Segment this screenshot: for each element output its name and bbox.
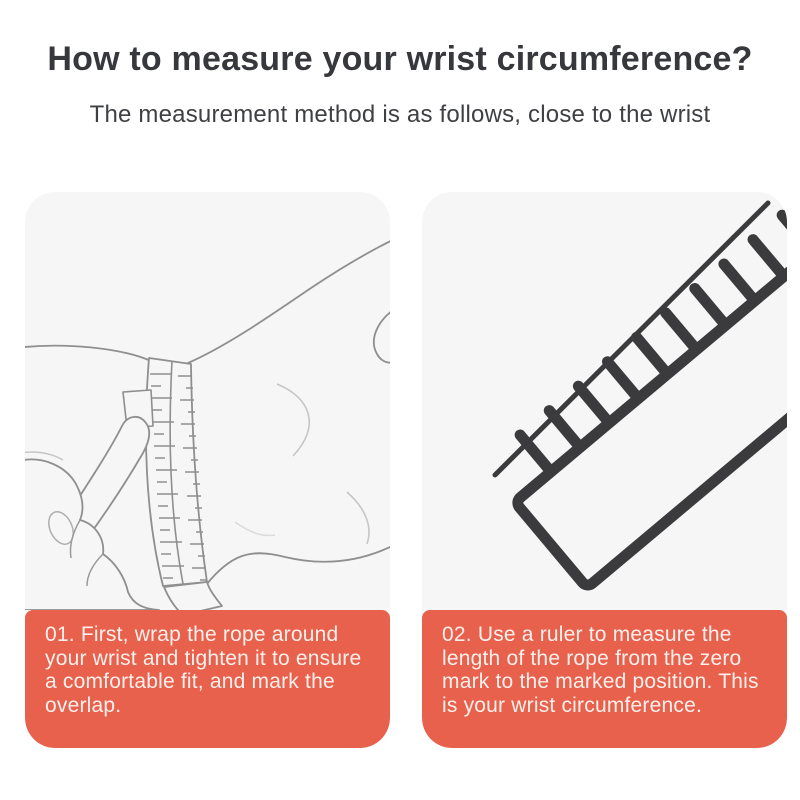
- tape-end-flap: [164, 582, 222, 610]
- page-title: How to measure your wrist circumference?: [47, 40, 753, 78]
- step-card-2: [422, 192, 787, 748]
- steps-row: [25, 192, 787, 748]
- step-card-1: [25, 192, 390, 748]
- header: [0, 0, 800, 129]
- step-caption-2: 02. Use a ruler to measure the length of the rope from the zero mark to the marked position. This is your wrist circumference.: [422, 610, 787, 748]
- ruler-ticks: [520, 192, 787, 469]
- ruler-body: [515, 192, 787, 588]
- wrist-measuring-tape-illustration: [25, 192, 390, 610]
- ruler-illustration: [422, 192, 787, 610]
- ruler-group: [484, 192, 787, 588]
- page-subtitle: The measurement method is as follows, close to the wrist: [89, 101, 711, 128]
- step-caption-1: 01. First, wrap the rope around your wrist and tighten it to ensure a comfortable fit, and mark the overlap.: [25, 610, 390, 748]
